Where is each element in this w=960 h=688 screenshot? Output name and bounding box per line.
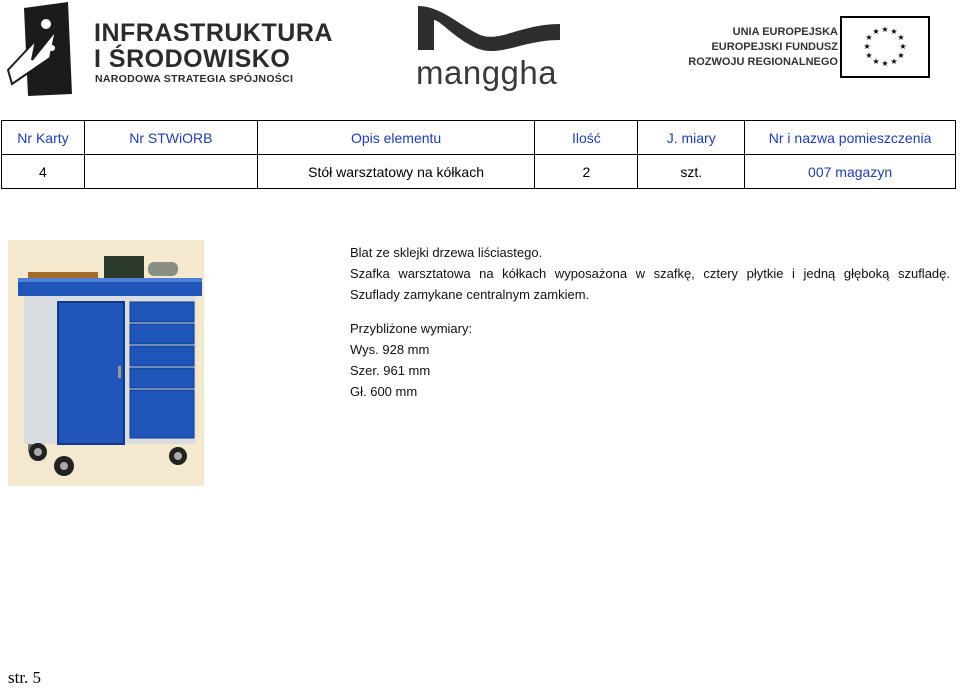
svg-text:★: ★ bbox=[865, 33, 873, 42]
eu-logo-line3: ROZWOJU REGIONALNEGO bbox=[688, 56, 838, 68]
eu-flag-icon bbox=[840, 16, 930, 78]
description-line-1: Blat ze sklejki drzewa liściastego. bbox=[350, 245, 543, 260]
col-header-description: Opis elementu bbox=[257, 121, 535, 155]
cell-unit: szt. bbox=[638, 155, 745, 189]
product-photo bbox=[8, 240, 204, 486]
svg-text:★: ★ bbox=[890, 57, 898, 66]
product-description bbox=[350, 242, 950, 402]
svg-text:★: ★ bbox=[890, 27, 898, 36]
col-header-unit: J. miary bbox=[638, 121, 745, 155]
svg-text:★: ★ bbox=[881, 59, 889, 68]
col-header-card-no: Nr Karty bbox=[2, 121, 85, 155]
description-line-2: Szafka warsztatowa na kółkach wyposażona w szafkę, cztery płytkie i jedną głęboką szufladę. bbox=[350, 266, 950, 281]
col-header-quantity: Ilość bbox=[535, 121, 638, 155]
inventory-table bbox=[1, 120, 956, 189]
description-line-3: Szuflady zamykane centralnym zamkiem. bbox=[350, 287, 590, 302]
cell-stwiorb bbox=[84, 155, 257, 189]
dimensions-title: Przybliżone wymiary: bbox=[350, 321, 473, 336]
cell-room: 007 magazyn bbox=[745, 155, 956, 189]
cell-description: Stół warsztatowy na kółkach bbox=[257, 155, 535, 189]
eu-logo bbox=[680, 14, 940, 84]
eu-logo-line1: UNIA EUROPEJSKA bbox=[732, 26, 838, 38]
svg-text:★: ★ bbox=[897, 51, 905, 60]
table-header-row bbox=[2, 121, 956, 155]
infra-logo-line1: INFRASTRUKTURA bbox=[94, 19, 333, 47]
dimension-width: Szer. 961 mm bbox=[350, 363, 431, 378]
svg-text:★: ★ bbox=[872, 27, 880, 36]
col-header-room: Nr i nazwa pomieszczenia bbox=[745, 121, 956, 155]
infra-logo-subtitle: NARODOWA STRATEGIA SPÓJNOŚCI bbox=[95, 73, 294, 85]
workbench-cabinet-illustration bbox=[8, 240, 204, 486]
eu-logo-line2: EUROPEJSKI FUNDUSZ bbox=[711, 41, 838, 53]
infrastruktura-logo bbox=[6, 0, 333, 100]
infra-logo-line2: I ŚRODOWISKO bbox=[94, 45, 291, 73]
svg-text:★: ★ bbox=[863, 42, 871, 51]
page-number: str. 5 bbox=[8, 668, 42, 687]
svg-text:★: ★ bbox=[899, 42, 907, 51]
svg-text:★: ★ bbox=[881, 25, 889, 34]
cell-quantity: 2 bbox=[535, 155, 638, 189]
infra-logo-title bbox=[94, 20, 333, 72]
manggha-wave-icon bbox=[410, 0, 570, 60]
dimension-depth: Gł. 600 mm bbox=[350, 384, 418, 399]
nss-emblem-icon bbox=[6, 0, 86, 100]
svg-text:★: ★ bbox=[872, 57, 880, 66]
manggha-logo-text: manggha bbox=[416, 54, 558, 91]
svg-text:★: ★ bbox=[897, 33, 905, 42]
svg-text:★: ★ bbox=[865, 51, 873, 60]
manggha-logo bbox=[410, 0, 570, 100]
col-header-stwiorb: Nr STWiORB bbox=[84, 121, 257, 155]
dimension-height: Wys. 928 mm bbox=[350, 342, 430, 357]
table-row bbox=[2, 155, 956, 189]
cell-card-no: 4 bbox=[2, 155, 85, 189]
